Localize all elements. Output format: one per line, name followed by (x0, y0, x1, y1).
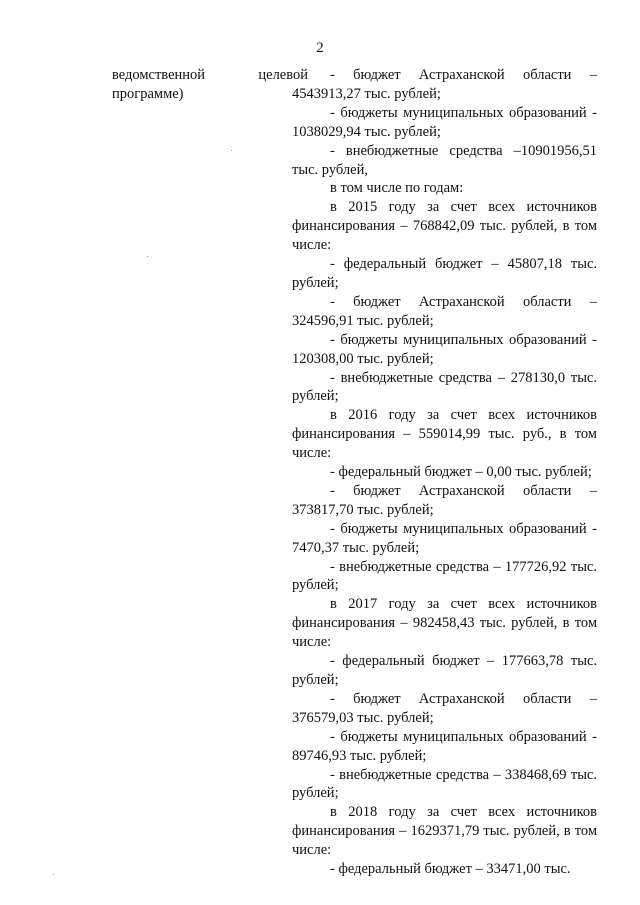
paragraph-regional-budget-total: - бюджет Астраханской области – 4543913,27 тыс. рублей; (292, 67, 597, 102)
page-number: 2 (316, 40, 324, 56)
scan-speck (147, 256, 148, 257)
funding-text-column (292, 66, 597, 879)
left-label-line-2: программе) (112, 85, 184, 102)
paragraph-2017-total: в 2017 году за счет всех источников финансирования – 982458,43 тыс. рублей, в том числе: (292, 596, 597, 651)
paragraph-2015-extrabudgetary: - внебюджетные средства – 278130,0 тыс. рублей; (292, 369, 597, 405)
paragraph-2017-extrabudgetary: - внебюджетные средства – 338468,69 тыс. рублей; (292, 766, 597, 802)
left-column-label (112, 66, 308, 104)
left-label-word-2: целевой (258, 67, 308, 83)
paragraph-2017-federal: - федеральный бюджет – 177663,78 тыс. рублей; (292, 653, 597, 688)
paragraph-2017-regional: - бюджет Астраханской области – 376579,03 тыс. рублей; (292, 690, 597, 726)
paragraph-2018-total: в 2018 году за счет всех источников финансирования – 1629371,79 тыс. рублей, в том числе: (292, 804, 597, 859)
paragraph-2016-federal: - федеральный бюджет – 0,00 тыс. рублей; (330, 464, 592, 481)
scan-speck (53, 874, 54, 875)
paragraph-2015-municipal: - бюджеты муниципальных образований - 120308,00 тыс. рублей; (292, 331, 597, 367)
paragraph-2015-regional: - бюджет Астраханской области – 324596,91 тыс. рублей; (292, 293, 597, 329)
paragraph-2015-total: в 2015 году за счет всех источников финансирования – 768842,09 тыс. рублей, в том числе: (292, 199, 597, 254)
paragraph-2016-total: в 2016 году за счет всех источников финансирования – 559014,99 тыс. руб., в том числе: (292, 407, 597, 462)
paragraph-2016-extrabudgetary: - внебюджетные средства – 177726,92 тыс. рублей; (292, 558, 597, 594)
paragraph-2016-municipal: - бюджеты муниципальных образований - 7470,37 тыс. рублей; (292, 520, 597, 556)
left-label-word-1: ведомственной (112, 67, 206, 83)
paragraph-by-years-heading: в том числе по годам: (330, 180, 464, 197)
paragraph-2016-regional: - бюджет Астраханской области – 373817,70 тыс. рублей; (292, 482, 597, 518)
paragraph-municipal-budgets-total: - бюджеты муниципальных образований - 1038029,94 тыс. рублей; (292, 104, 597, 140)
scan-speck (231, 150, 232, 151)
paragraph-2017-municipal: - бюджеты муниципальных образований - 89746,93 тыс. рублей; (292, 728, 597, 764)
paragraph-2015-federal: - федеральный бюджет – 45807,18 тыс. рублей; (292, 256, 597, 291)
paragraph-2018-federal: - федеральный бюджет – 33471,00 тыс. (330, 861, 571, 878)
paragraph-extrabudgetary-total: - внебюджетные средства –10901956,51 тыс. рублей, (292, 142, 597, 178)
left-label-line-1 (112, 66, 308, 85)
